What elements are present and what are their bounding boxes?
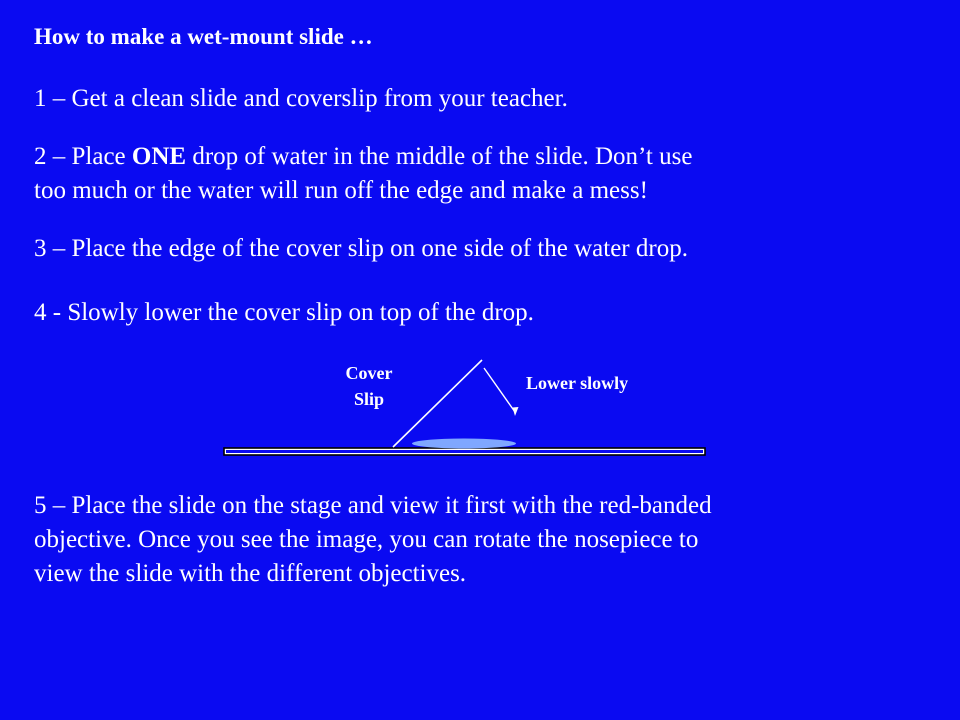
lower-arrow-line	[484, 368, 515, 412]
step-3: 3 – Place the edge of the cover slip on one side of the water drop.	[34, 235, 688, 262]
glass-slide-inner	[226, 450, 703, 453]
cover-slip-label-line-2: Slip	[353, 389, 385, 409]
lower-arrow-head	[513, 407, 519, 416]
step-5	[34, 489, 712, 591]
step-2-line-2: too much or the water will run off the edge and make a mess!	[34, 177, 648, 204]
step-2-text-end: drop of water in the middle of the slide. Don’t use	[186, 143, 693, 170]
step-4: 4 - Slowly lower the cover slip on top of the drop.	[34, 299, 534, 326]
step-2-emphasis: ONE	[131, 143, 187, 170]
step-5-line-2: objective. Once you see the image, you can rotate the nosepiece to	[34, 526, 699, 553]
cover-slip-label	[332, 360, 406, 412]
slide-title: How to make a wet-mount slide …	[34, 24, 373, 49]
step-1: 1 – Get a clean slide and coverslip from your teacher.	[34, 85, 568, 112]
cover-slip-label-line-1: Cover	[345, 363, 393, 383]
step-2-text-start: 2 – Place	[34, 143, 132, 170]
water-drop	[412, 439, 516, 449]
cover-slip	[393, 360, 482, 447]
lower-slowly-label: Lower slowly	[526, 373, 629, 393]
step-5-line-3: view the slide with the different objectives.	[34, 560, 467, 587]
step-5-line-1: 5 – Place the slide on the stage and view it first with the red-banded	[34, 492, 712, 519]
